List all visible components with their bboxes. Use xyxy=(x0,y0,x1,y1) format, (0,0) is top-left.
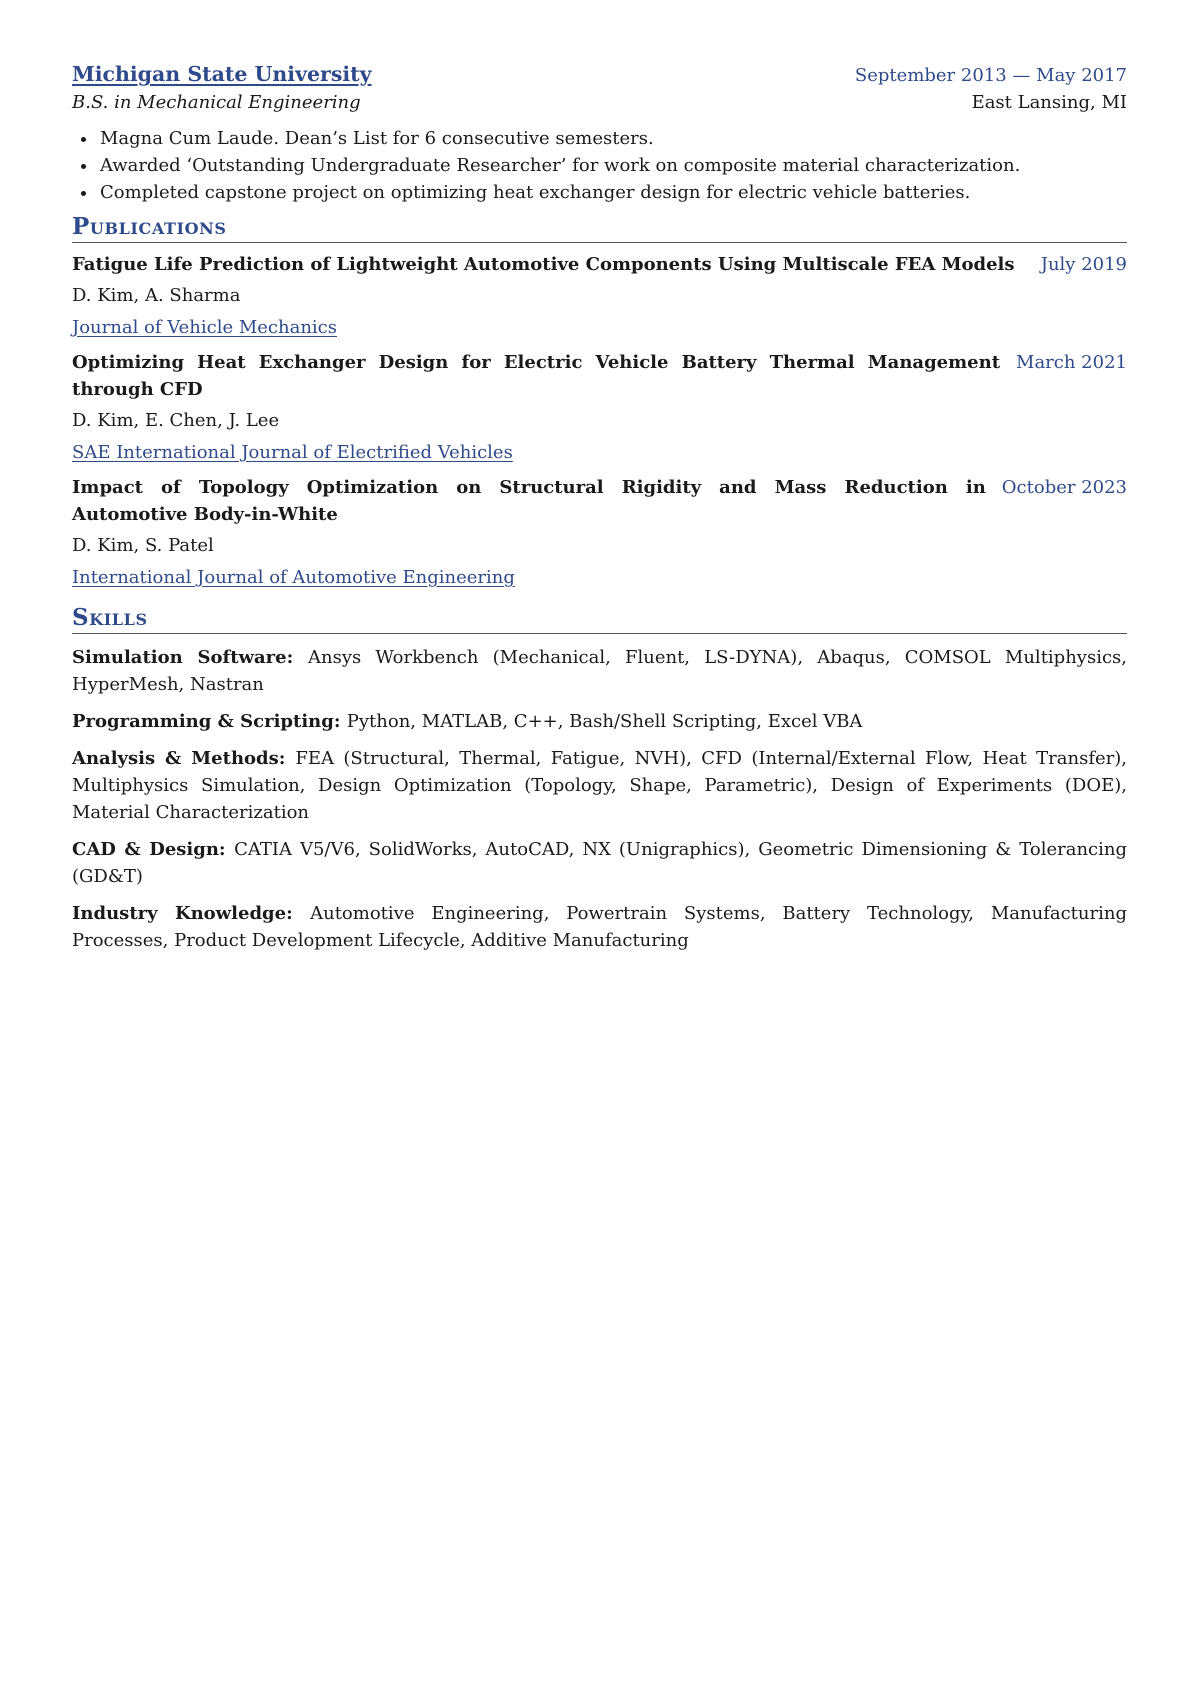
publication-header xyxy=(72,474,1127,528)
skill-values: Ansys Workbench (Mechanical, Fluent, LS-DYNA), Abaqus, COMSOL Multiphysics, HyperMesh, Nastran xyxy=(72,647,1128,695)
skill-values: Automotive Engineering, Powertrain Systems, Battery Technology, Manufacturing Processes, Product Development Lifecycle, Additive Manufacturing xyxy=(72,903,1127,951)
publication-header xyxy=(72,349,1127,403)
publications-section xyxy=(72,213,1127,591)
publication-header xyxy=(72,251,1127,278)
skill-values: FEA (Structural, Thermal, Fatigue, NVH), CFD (Internal/External Flow, Heat Transfer), Multiphysics Simulation, Design Optimization (Topology, Shape, Parametric), Design of Experiments (DOE), Material Characterization xyxy=(72,748,1127,823)
publication-entry xyxy=(72,251,1127,341)
skill-line xyxy=(72,900,1127,954)
skill-category-label: Industry Knowledge: xyxy=(72,903,311,924)
education-bullet-list xyxy=(72,125,1127,206)
school-link[interactable]: Michigan State University xyxy=(72,62,372,86)
publication-authors: D. Kim, A. Sharma xyxy=(72,285,241,306)
publication-venue-link[interactable]: International Journal of Automotive Engineering xyxy=(72,567,515,588)
publication-venue-link[interactable]: SAE International Journal of Electrified Vehicles xyxy=(72,442,513,463)
skill-category-label: Simulation Software: xyxy=(72,647,308,668)
publication-authors: D. Kim, S. Patel xyxy=(72,535,214,556)
education-bullet: • Completed capstone project on optimizing heat exchanger design for electric vehicle batteries. xyxy=(98,179,1127,206)
publication-venue-link[interactable]: Journal of Vehicle Mechanics xyxy=(72,317,337,338)
publication-title: Optimizing Heat Exchanger Design for Electric Vehicle Battery Thermal Management through CFD xyxy=(72,352,1001,400)
skill-line xyxy=(72,644,1127,698)
skill-line xyxy=(72,745,1127,826)
publication-entry xyxy=(72,474,1127,591)
education-header-row xyxy=(72,62,1127,86)
publication-date: October 2023 xyxy=(1001,477,1127,498)
degree-title: B.S. in Mechanical Engineering xyxy=(72,92,361,113)
skill-values: CATIA V5/V6, SolidWorks, AutoCAD, NX (Unigraphics), Geometric Dimensioning & Tolerancing (GD&T) xyxy=(72,839,1127,887)
skill-category-label: Analysis & Methods: xyxy=(72,748,296,769)
skill-values: Python, MATLAB, C++, Bash/Shell Scripting, Excel VBA xyxy=(346,711,863,732)
education-bullet: • Magna Cum Laude. Dean’s List for 6 consecutive semesters. xyxy=(98,125,1127,152)
skill-line xyxy=(72,708,1127,735)
publication-title: Fatigue Life Prediction of Lightweight Automotive Components Using Multiscale FEA Models xyxy=(72,254,1015,275)
publication-date: March 2021 xyxy=(1016,352,1127,373)
skill-category-label: Programming & Scripting: xyxy=(72,711,347,732)
education-subheader-row xyxy=(72,92,1127,113)
education-entry xyxy=(72,62,1127,206)
publications-heading: Publications xyxy=(72,213,1127,243)
publication-date: July 2019 xyxy=(1040,254,1127,275)
publication-authors: D. Kim, E. Chen, J. Lee xyxy=(72,410,280,431)
education-bullet: • Awarded ‘Outstanding Undergraduate Researcher’ for work on composite material characterization. xyxy=(98,152,1127,179)
skills-heading: Skills xyxy=(72,604,1127,634)
skill-line xyxy=(72,836,1127,890)
skills-section xyxy=(72,604,1127,954)
education-dates: September 2013 — May 2017 xyxy=(854,65,1127,86)
publication-title: Impact of Topology Optimization on Structural Rigidity and Mass Reduction in Automotive Body-in-White xyxy=(72,477,986,525)
publication-entry xyxy=(72,349,1127,466)
resume-page xyxy=(72,62,1127,954)
skill-category-label: CAD & Design: xyxy=(72,839,235,860)
education-location: East Lansing, MI xyxy=(971,92,1127,113)
